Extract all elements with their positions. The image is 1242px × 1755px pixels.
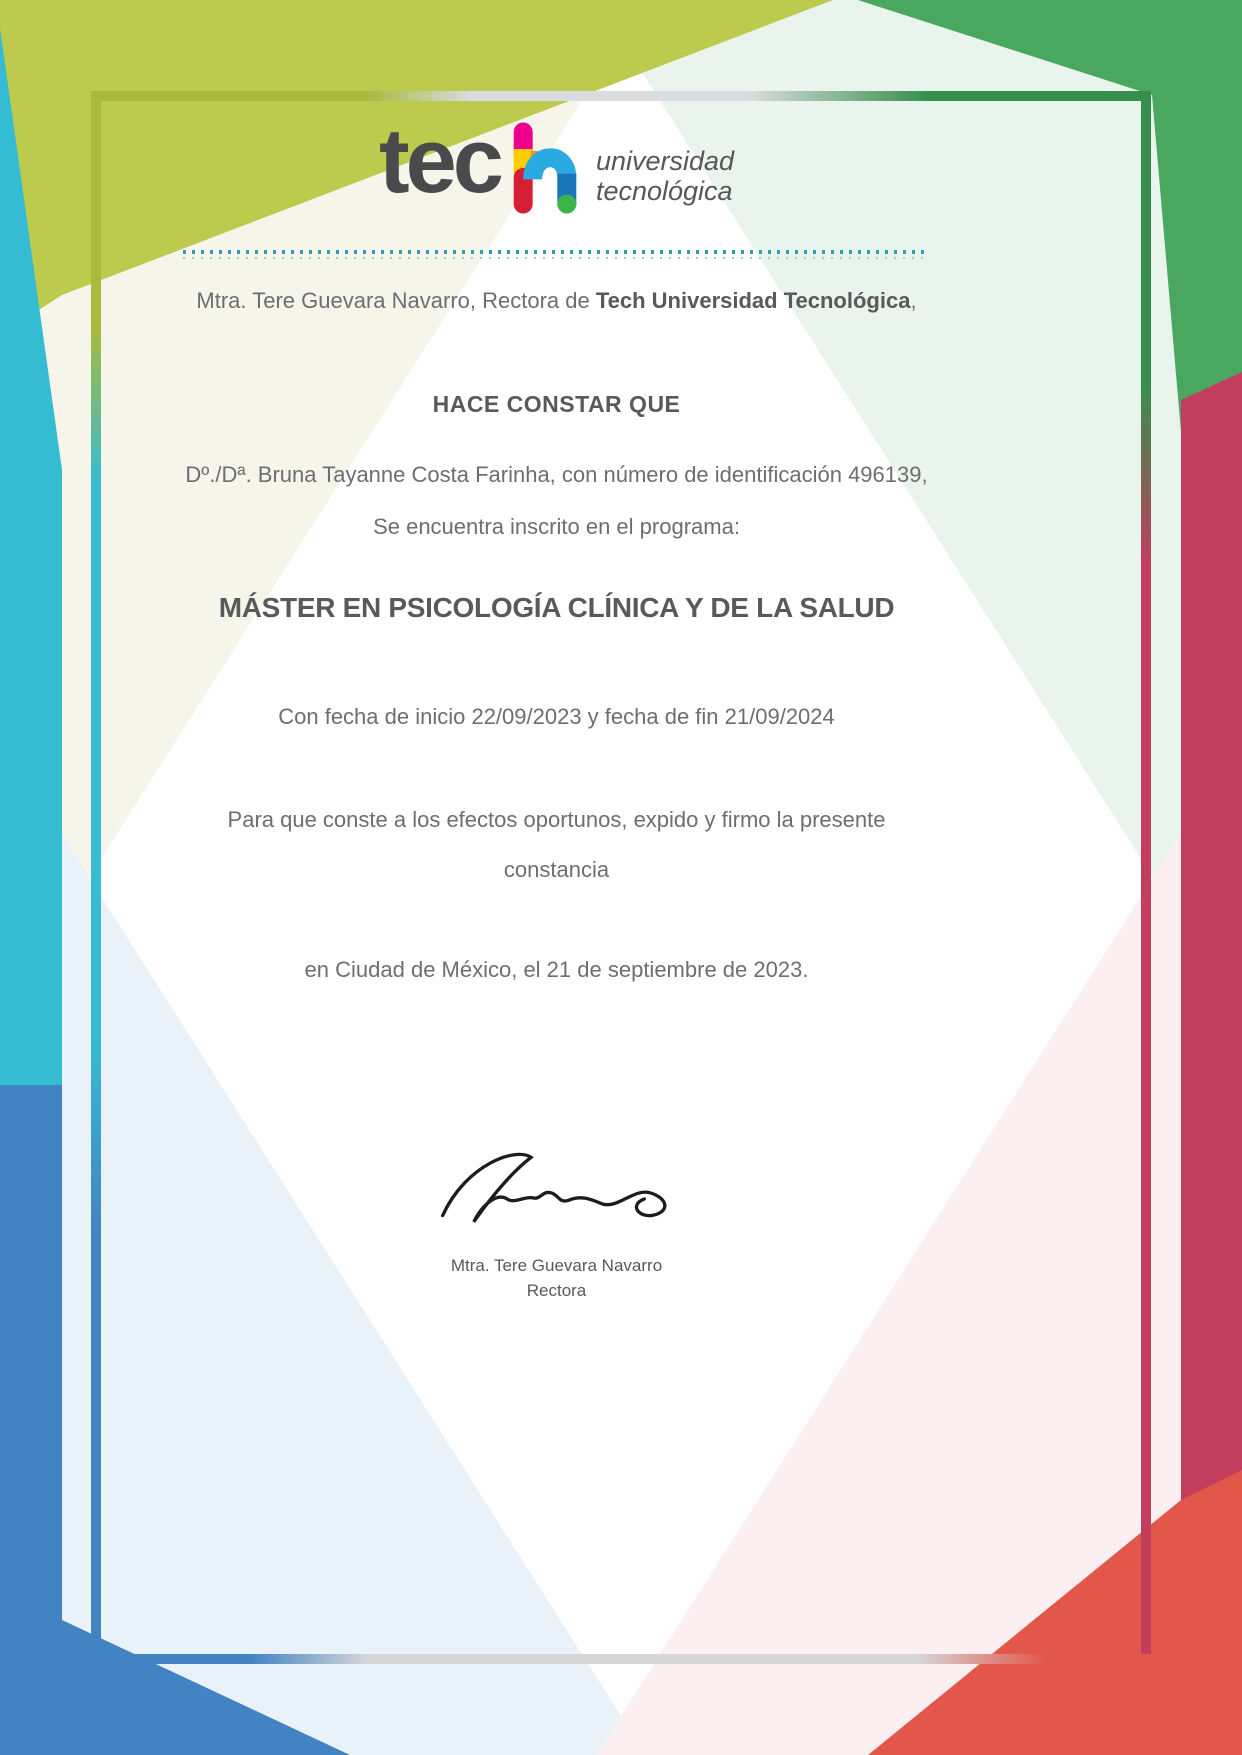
program-title: MÁSTER EN PSICOLOGÍA CLÍNICA Y DE LA SALUD	[218, 592, 895, 623]
student-line: Dº./Dª. Bruna Tayanne Costa Farinha, con número de identificación 496139,	[185, 462, 928, 487]
signature	[183, 1140, 930, 1235]
dotted-separator-faint	[183, 257, 930, 259]
enrolled-line: Se encuentra inscrito en el programa:	[373, 514, 740, 539]
closing-line-1: Para que conste a los efectos oportunos, expido y firmo la presente	[227, 807, 886, 832]
intro-university-name: Tech Universidad Tecnológica	[595, 288, 911, 313]
dotted-separator	[183, 250, 930, 254]
intro-suffix: ,	[910, 288, 917, 313]
frame-border-left	[91, 91, 101, 1664]
intro-line	[183, 287, 930, 316]
place-date-line: en Ciudad de México, el 21 de septiembre de 2023.	[304, 957, 809, 982]
signer-title: Rectora	[526, 1281, 587, 1300]
logo	[183, 110, 930, 218]
signer-name: Mtra. Tere Guevara Navarro	[450, 1256, 663, 1275]
dates-line: Con fecha de inicio 22/09/2023 y fecha de fin 21/09/2024	[278, 704, 835, 729]
signature-icon	[427, 1140, 687, 1235]
certificate-content	[183, 0, 930, 1755]
closing-line-2: constancia	[503, 857, 610, 882]
logo-brand-text: tec	[378, 110, 500, 212]
logo-h-icon	[508, 118, 582, 218]
certifies-heading: HACE CONSTAR QUE	[432, 391, 681, 417]
intro-prefix: Mtra. Tere Guevara Navarro, Rectora de	[196, 288, 596, 313]
frame-border-right	[1141, 91, 1151, 1664]
logo-org-text: universidad tecnológica	[595, 146, 735, 207]
